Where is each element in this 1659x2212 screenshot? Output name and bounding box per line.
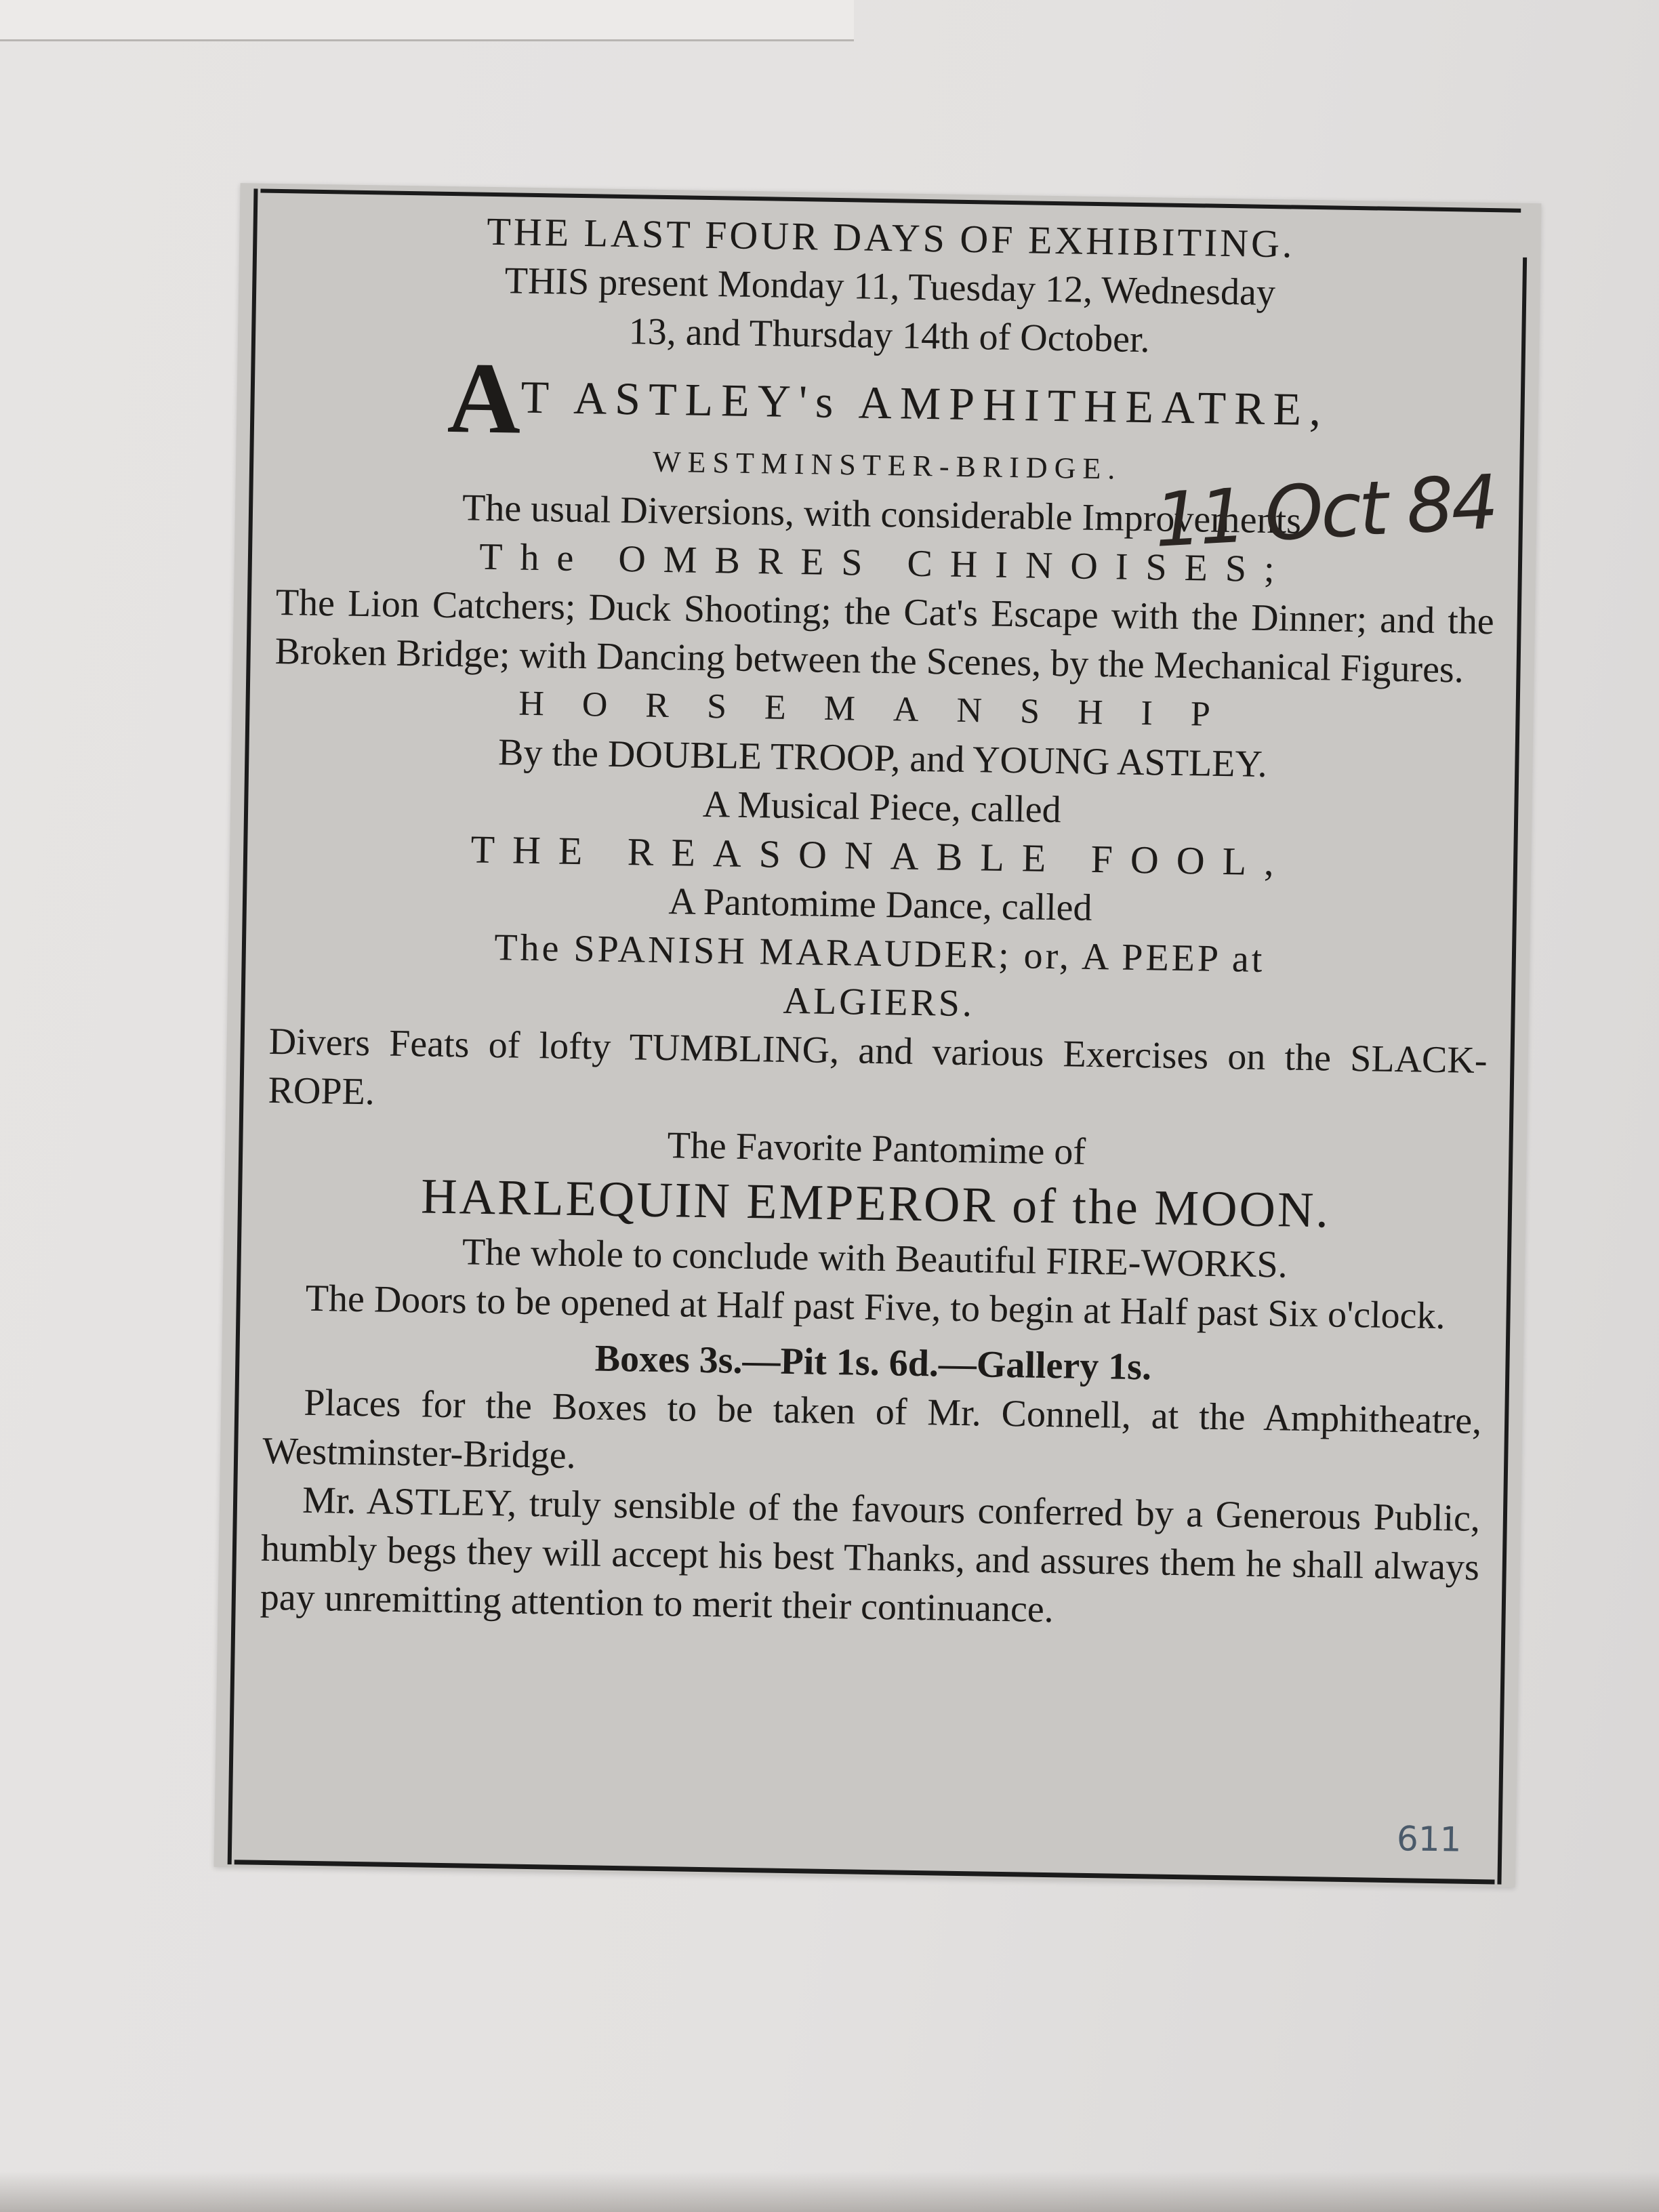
musical-intro: A Musical Piece, called	[702, 783, 1062, 832]
heading: THE LAST FOUR DAYS OF EXHIBITING.	[486, 209, 1296, 266]
troop-line: By the DOUBLE TROOP, and YOUNG ASTLEY.	[497, 731, 1268, 785]
pantomime-intro: A Pantomime Dance, called	[668, 880, 1093, 929]
border-rule-right	[1497, 258, 1527, 1885]
prices-line: Boxes 3s.—Pit 1s. 6d.—Gallery 1s.	[594, 1337, 1152, 1389]
border-rule-bottom	[234, 1860, 1495, 1884]
dates-line-2: 13, and Thursday 14th of October.	[628, 310, 1151, 361]
venue-title	[279, 341, 1498, 455]
program-text: The Lion Catchers; Duck Shooting; the Cat's Escape with the Dinner; and the Broken Bridge; with Dancing between the Scenes, by the Mechanical Figures.	[274, 581, 1495, 691]
ombres-line: The OMBRES CHINOISES;	[478, 535, 1293, 591]
places-text: Places for the Boxes to be taken of Mr. Connell, at the Amphitheatre, Westminster-Bridge.	[262, 1381, 1482, 1477]
marauder-line-2: ALGIERS.	[783, 979, 975, 1025]
favorite-intro: The Favorite Pantomime of	[667, 1124, 1086, 1173]
doors-text: The Doors to be opened at Half past Five, to begin at Half past Six o'clock.	[305, 1277, 1446, 1338]
venue-name: T ASTLEY's AMPHITHEATRE,	[520, 371, 1330, 436]
page-bottom-shadow	[0, 2171, 1659, 2212]
advertisement-text	[256, 204, 1500, 1860]
venue-location: WESTMINSTER-BRIDGE.	[652, 445, 1122, 486]
marauder-line-1: The SPANISH MARAUDER; or, A PEEP at	[493, 926, 1265, 981]
border-rule-left	[228, 188, 258, 1864]
drop-cap: A	[446, 341, 522, 455]
musical-title: THE REASONABLE FOOL,	[470, 827, 1292, 884]
folio-number: 611	[1396, 1819, 1462, 1860]
harlequin-title: HARLEQUIN EMPEROR of the MOON.	[420, 1168, 1331, 1239]
diversions-line: The usual Diversions, with considerable Improvements.	[462, 487, 1311, 542]
newspaper-clipping	[214, 183, 1542, 1887]
tumbling-text: Divers Feats of lofty TUMBLING, and various Exercises on the SLACK-ROPE.	[268, 1020, 1488, 1113]
handwritten-date: 11 Oct 84	[1152, 458, 1498, 564]
adjacent-page-edge	[0, 0, 854, 41]
fireworks-line: The whole to conclude with Beautiful FIRE-WORKS.	[462, 1231, 1288, 1286]
thanks-text: Mr. ASTLEY, truly sensible of the favours conferred by a Generous Public, humbly begs they will accept his best Thanks, and assures them he shall always pay unremitting attention to merit their continuance.	[260, 1479, 1481, 1631]
dates-line-1: THIS present Monday 11, Tuesday 12, Wednesday	[504, 260, 1276, 314]
horsemanship-heading: HORSEMANSHIP	[518, 684, 1249, 735]
